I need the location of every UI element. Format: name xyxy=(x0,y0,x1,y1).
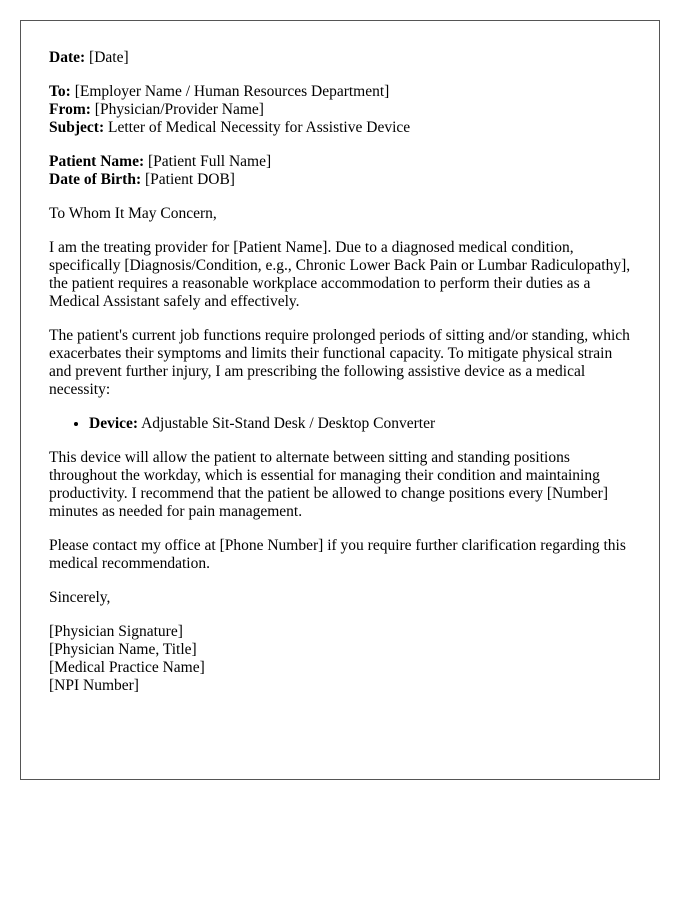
patient-name-label: Patient Name: xyxy=(49,153,145,170)
date-block xyxy=(49,49,631,67)
to-label: To: xyxy=(49,83,71,100)
npi-number: [NPI Number] xyxy=(49,677,139,694)
device-label: Device: xyxy=(89,415,139,432)
routing-block xyxy=(49,83,631,137)
from-label: From: xyxy=(49,101,91,118)
to-line xyxy=(49,83,631,101)
list-item xyxy=(89,415,631,433)
date-label: Date: xyxy=(49,49,86,66)
signature-block xyxy=(49,623,631,695)
medical-practice-name: [Medical Practice Name] xyxy=(49,659,205,676)
paragraph-contact: Please contact my office at [Phone Number] if you require further clarification regarding this medical recommendation. xyxy=(49,537,626,572)
device-list xyxy=(49,415,631,433)
subject-value: Letter of Medical Necessity for Assistive Device xyxy=(107,119,411,136)
paragraph-job-functions: The patient's current job functions require prolonged periods of sitting and/or standing, which exacerbates their symptoms and limits their functional capacity. To mitigate physical strain and prevent further injury, I am prescribing the following assistive device as a medical necessity: xyxy=(49,327,630,398)
subject-label: Subject: xyxy=(49,119,105,136)
patient-dob-value: [Patient DOB] xyxy=(145,171,235,188)
from-value: [Physician/Provider Name] xyxy=(94,101,264,118)
to-value: [Employer Name / Human Resources Department] xyxy=(74,83,390,100)
patient-block xyxy=(49,153,631,189)
physician-signature: [Physician Signature] xyxy=(49,623,183,640)
patient-name-value: [Patient Full Name] xyxy=(148,153,272,170)
letter-page xyxy=(20,20,660,780)
patient-dob-line xyxy=(49,171,631,189)
patient-name-line xyxy=(49,153,631,171)
paragraph-provider: I am the treating provider for [Patient Name]. Due to a diagnosed medical condition, specifically [Diagnosis/Condition, e.g., Chronic Lower Back Pain or Lumbar Radiculopathy], the patient requires a reasonable workplace accommodation to perform their duties as a Medical Assistant safely and effectively. xyxy=(49,239,631,310)
date-value: [Date] xyxy=(89,49,129,66)
date-line xyxy=(49,49,631,67)
device-value: Adjustable Sit-Stand Desk / Desktop Converter xyxy=(141,415,436,432)
paragraph-recommendation: This device will allow the patient to alternate between sitting and standing positions throughout the workday, which is essential for managing their condition and maintaining productivity. I recommend that the patient be allowed to change positions every [Number] minutes as needed for pain management. xyxy=(49,449,608,520)
subject-line xyxy=(49,119,631,137)
salutation: To Whom It May Concern, xyxy=(49,205,217,222)
physician-name-title: [Physician Name, Title] xyxy=(49,641,197,658)
from-line xyxy=(49,101,631,119)
patient-dob-label: Date of Birth: xyxy=(49,171,142,188)
valediction: Sincerely, xyxy=(49,589,111,606)
